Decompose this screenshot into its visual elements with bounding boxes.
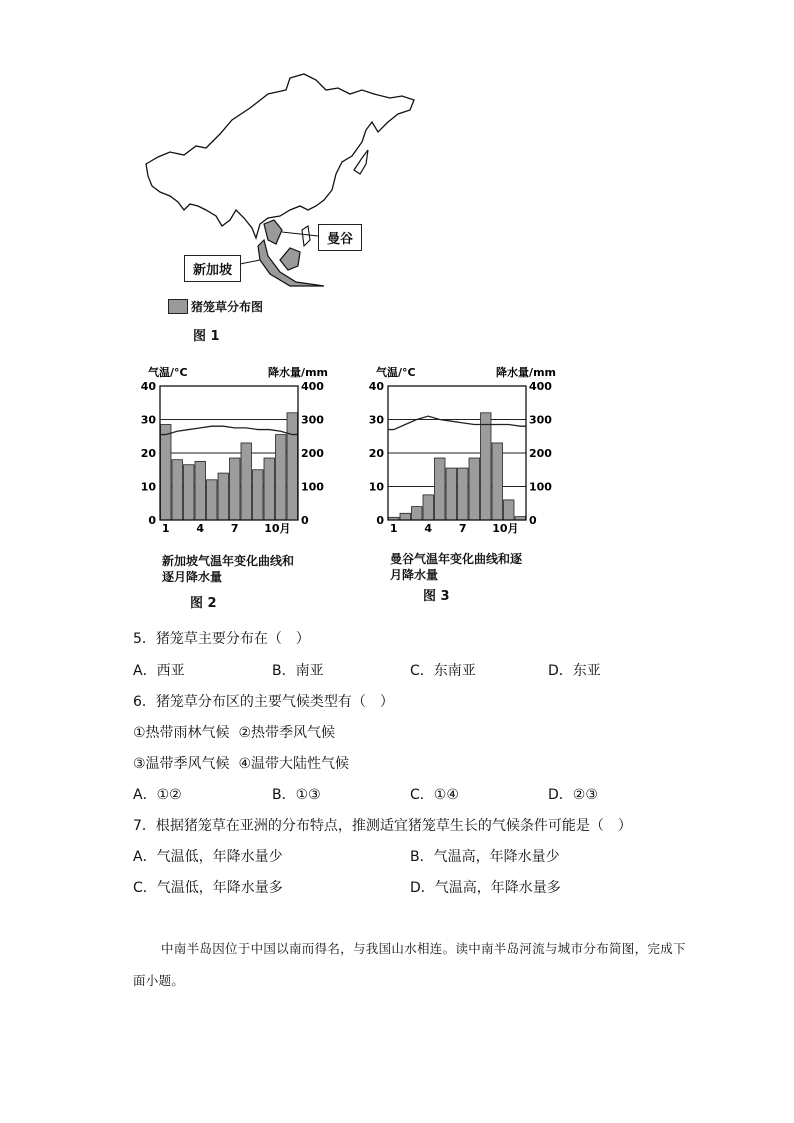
bk-precip-bar — [481, 413, 492, 520]
figure3-caption: 图 3 — [423, 589, 450, 604]
sg-x-tick: 4 — [196, 522, 205, 535]
q5-option-d[interactable]: D．东亚 — [548, 663, 601, 679]
sg-x-tick: 7 — [230, 522, 239, 535]
bk-left-tick: 30 — [368, 413, 384, 427]
bk-temperature-line — [388, 416, 526, 429]
singapore-climate-chart — [132, 362, 332, 536]
q6-item-line2: ③温带季风气候 ④温带大陆性气候 — [133, 756, 350, 772]
sg-left-axis-title: 气温/°C — [148, 366, 188, 379]
q6-option-a[interactable]: A．①② — [133, 787, 182, 803]
q5-option-c[interactable]: C．东南亚 — [410, 663, 476, 679]
sg-precip-bar — [276, 435, 287, 520]
sg-temperature-line — [160, 426, 298, 434]
q7-stem: 7．根据猪笼草在亚洲的分布特点，推测适宜猪笼草生长的气候条件可能是（ ） — [133, 818, 632, 834]
sg-precip-bar — [161, 425, 172, 520]
sg-left-tick: 0 — [148, 514, 156, 527]
bk-x-tick: 1 — [389, 522, 398, 535]
bk-right-tick: 0 — [529, 514, 537, 527]
bk-precip-bar — [458, 468, 469, 520]
sg-left-tick: 20 — [140, 447, 156, 460]
figure1-caption: 图 1 — [193, 329, 220, 344]
q6-option-d[interactable]: D．②③ — [548, 787, 598, 803]
sg-x-tick: 1 — [161, 522, 170, 535]
sg-precip-bar — [195, 461, 206, 520]
q7-option-b[interactable]: B．气温高，年降水量少 — [410, 849, 560, 865]
bangkok-climate-chart — [360, 362, 560, 536]
sg-precip-bar — [264, 458, 275, 520]
bk-right-tick: 100 — [529, 480, 552, 494]
q5-option-b[interactable]: B．南亚 — [272, 663, 324, 679]
bk-precip-bar — [492, 443, 503, 520]
sg-right-tick: 200 — [301, 447, 324, 460]
bk-x-tick: 10月 — [492, 522, 519, 535]
sg-precip-bar — [241, 443, 252, 520]
bk-right-tick: 400 — [529, 380, 552, 393]
q6-item-line1: ①热带雨林气候 ②热带季风气候 — [133, 725, 336, 741]
figure2-title: 新加坡气温年变化曲线和逐月降水量 — [162, 554, 295, 584]
bangkok-callout: 曼谷 — [318, 224, 362, 251]
singapore-callout: 新加坡 — [184, 255, 241, 282]
sg-precip-bar — [172, 460, 183, 520]
q7-option-a[interactable]: A．气温低，年降水量少 — [133, 849, 283, 865]
sg-precip-bar — [184, 465, 195, 520]
figure3-title: 曼谷气温年变化曲线和逐月降水量 — [390, 552, 523, 582]
legend-label: 猪笼草分布图 — [191, 300, 264, 314]
sg-precip-bar — [230, 458, 241, 520]
q5-stem: 5．猪笼草主要分布在（ ） — [133, 631, 310, 647]
bk-precip-bar — [423, 495, 434, 520]
sg-left-tick: 40 — [140, 380, 156, 393]
q6-stem: 6．猪笼草分布区的主要气候类型有（ ） — [133, 694, 394, 710]
sg-precip-bar — [253, 470, 264, 520]
bk-right-tick: 200 — [529, 447, 552, 460]
bk-precip-bar — [400, 513, 411, 520]
sg-precip-bar — [287, 413, 298, 520]
q5-option-a[interactable]: A．西亚 — [133, 663, 185, 679]
sg-right-tick: 300 — [301, 413, 324, 427]
bk-x-tick: 7 — [458, 522, 467, 535]
sg-left-tick: 10 — [140, 480, 156, 494]
sg-right-tick: 0 — [301, 514, 309, 527]
sg-right-axis-title: 降水量/mm — [268, 366, 328, 379]
bk-right-tick: 300 — [529, 413, 552, 427]
bk-precip-bar — [412, 507, 423, 520]
sg-right-tick: 100 — [301, 480, 324, 494]
bk-x-tick: 4 — [424, 522, 433, 535]
sg-x-tick: 10月 — [264, 522, 291, 535]
map-legend — [168, 298, 263, 315]
q6-option-b[interactable]: B．①③ — [272, 787, 321, 803]
bk-precip-bar — [446, 468, 457, 520]
bk-right-axis-title: 降水量/mm — [496, 366, 556, 379]
bk-left-axis-title: 气温/°C — [376, 366, 416, 379]
figure2-caption: 图 2 — [190, 596, 217, 611]
bk-left-tick: 0 — [376, 514, 384, 527]
sg-left-tick: 30 — [140, 413, 156, 427]
bk-left-tick: 40 — [368, 380, 384, 393]
q7-option-d[interactable]: D．气温高，年降水量多 — [410, 880, 561, 896]
q6-option-c[interactable]: C．①④ — [410, 787, 459, 803]
legend-swatch — [168, 299, 188, 314]
bk-left-tick: 10 — [368, 480, 384, 494]
bk-left-tick: 20 — [368, 447, 384, 460]
sg-precip-bar — [207, 480, 218, 520]
bk-precip-bar — [469, 458, 480, 520]
sg-precip-bar — [218, 473, 229, 520]
bk-precip-bar — [435, 458, 446, 520]
sg-right-tick: 400 — [301, 380, 324, 393]
q7-option-c[interactable]: C．气温低，年降水量多 — [133, 880, 283, 896]
reading-passage: 中南半岛因位于中国以南而得名，与我国山水相连。读中南半岛河流与城市分布简图，完成下面小题。 — [133, 941, 686, 988]
bk-precip-bar — [504, 500, 515, 520]
